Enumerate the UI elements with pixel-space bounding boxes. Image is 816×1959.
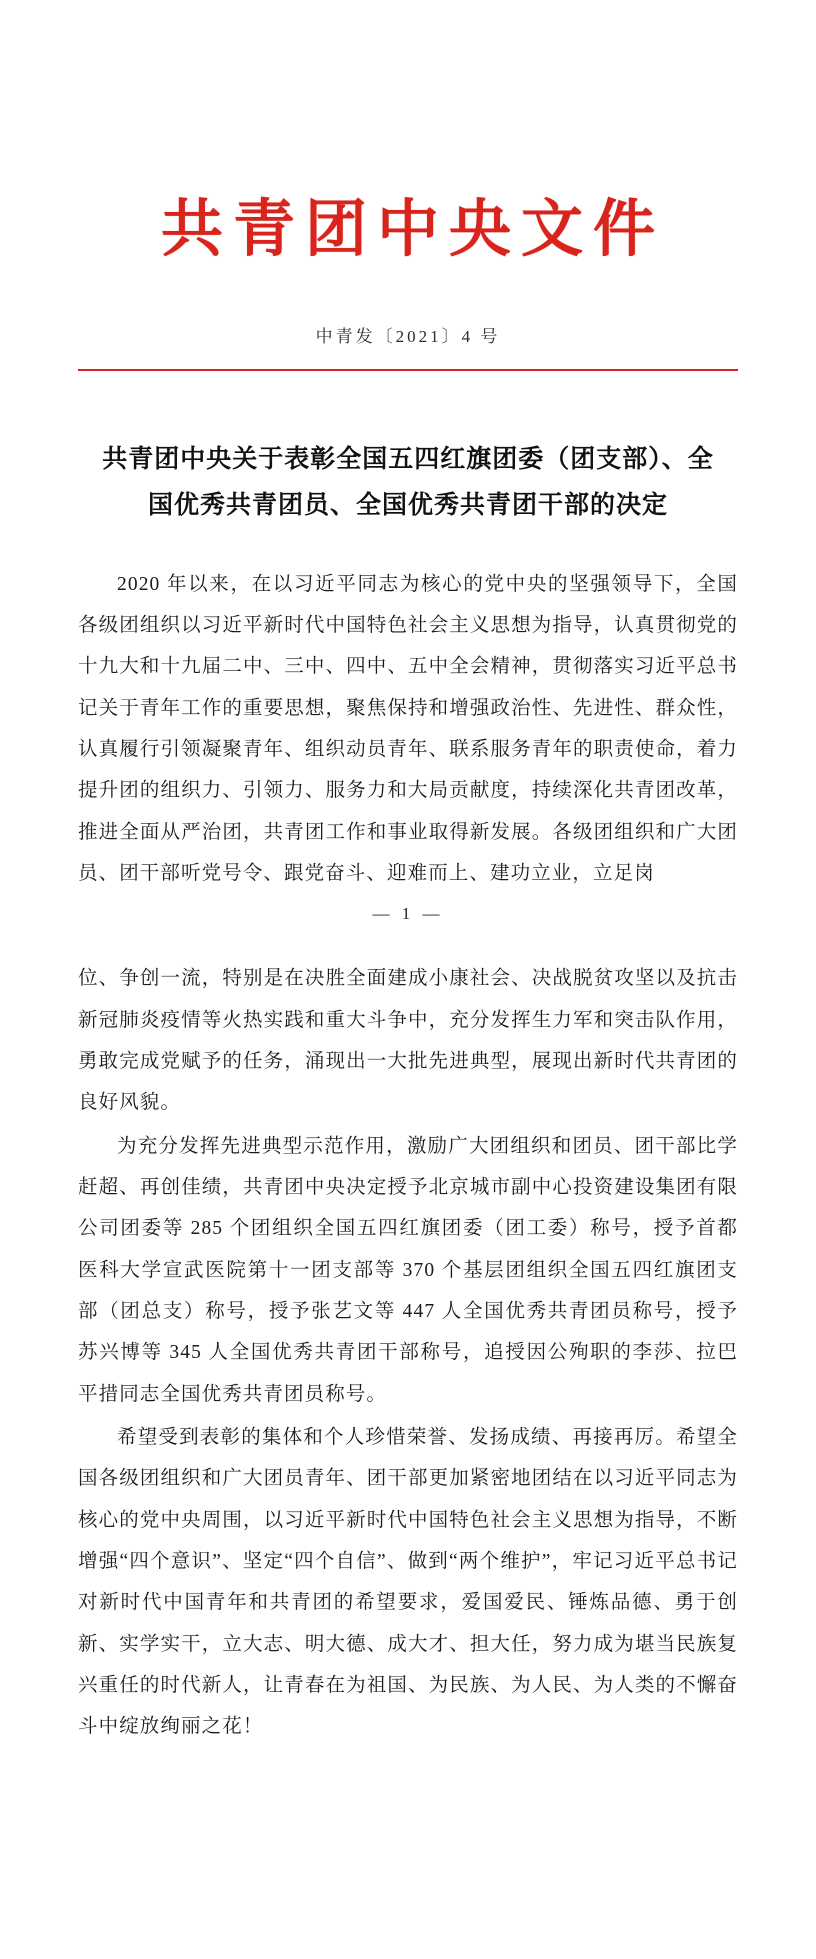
paragraph: 2020 年以来，在以习近平同志为核心的党中央的坚强领导下，全国各级团组织以习近平新时代中国特色社会主义思想为指导，认真贯彻党的十九大和十九届二中、三中、四中、五中全会精神，贯彻落实习近平总书记关于青年工作的重要思想，聚焦保持和增强政治性、先进性、群众性，认真履行引领凝聚青年、组织动员青年、联系服务青年的职责使命，着力提升团的组织力、引领力、服务力和大局贡献度，持续深化共青团改革，推进全面从严治团，共青团工作和事业取得新发展。各级团组织和广大团员、团干部听党号令、跟党奋斗、迎难而上、建功立业，立足岗 xyxy=(78,573,738,884)
paragraph: 希望受到表彰的集体和个人珍惜荣誉、发扬成绩、再接再厉。希望全国各级团组织和广大团员青年、团干部更加紧密地团结在以习近平同志为核心的党中央周围，以习近平新时代中国特色社会主义思想为指导，不断增强“四个意识”、坚定“四个自信”、做到“两个维护”，牢记习近平总书记对新时代中国青年和共青团的希望要求，爱国爱民、锤炼品德、勇于创新、实学实干，立大志、明大德、成大才、担大任，努力成为堪当民族复兴重任的时代新人，让青春在为祖国、为民族、为人民、为人类的不懈奋斗中绽放绚丽之花！ xyxy=(78,1426,738,1738)
page-number-marker xyxy=(78,904,738,924)
body-text-bottom xyxy=(78,958,738,1747)
page-number-label: — 1 — xyxy=(372,904,444,924)
masthead-title: 共青团中央文件 xyxy=(160,196,665,264)
red-divider-rule xyxy=(78,369,738,371)
paragraph: 为充分发挥先进典型示范作用，激励广大团组织和团员、团干部比学赶超、再创佳绩，共青团中央决定授予北京城市副中心投资建设集团有限公司团委等 285 个团组织全国五四红旗团委（团工委）称号，授予首都医科大学宣武医院第十一团支部等 370 个基层团组织全国五四红旗团支部（团总支）称号，授予张艺文等 447 人全国优秀共青团员称号，授予苏兴博等 345 人全国优秀共青团干部称号，追授因公殉职的李莎、拉巴平措同志全国优秀共青团员称号。 xyxy=(78,1135,738,1405)
document-number: 中青发〔2021〕4 号 xyxy=(315,327,501,347)
page-title: 共青团中央关于表彰全国五四红旗团委（团支部）、全国优秀共青团员、全国优秀共青团干部的决定 xyxy=(102,446,714,520)
document-masthead xyxy=(78,0,738,371)
title-block xyxy=(78,437,738,530)
body-text-top xyxy=(78,564,738,895)
paragraph: 位、争创一流，特别是在决胜全面建成小康社会、决战脱贫攻坚以及抗击新冠肺炎疫情等火热实践和重大斗争中，充分发挥生力军和突击队作用，勇敢完成党赋予的任务，涌现出一大批先进典型，展现出新时代共青团的良好风貌。 xyxy=(78,968,738,1114)
